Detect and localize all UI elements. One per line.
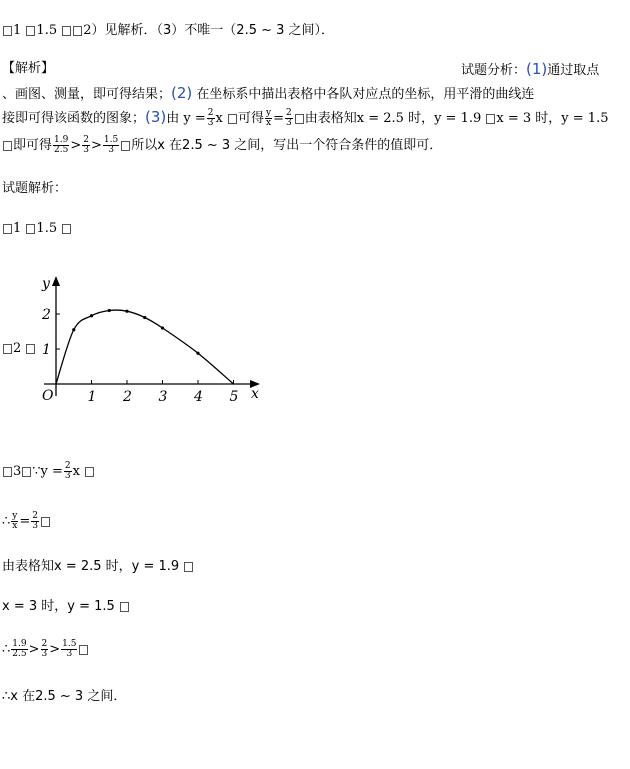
- x-tick-label: 2: [123, 389, 132, 405]
- x-axis-label: x: [251, 386, 259, 402]
- answer-1-value: 1.5: [36, 23, 58, 38]
- y-tick-label: 1: [42, 342, 51, 358]
- fraction-numerator: 2: [41, 639, 48, 649]
- fraction-denominator: 3: [32, 521, 39, 531]
- solution-3-number: 3: [13, 464, 22, 479]
- missing-glyph-icon: [62, 224, 71, 234]
- solution-line-7: ∴ $\frac{1.9}{2.5}$ > $\frac{2}{3}$ > $\frac{1.5}{3}$: [2, 640, 89, 659]
- fraction: [207, 109, 215, 128]
- y-tick-label: 2: [42, 307, 51, 323]
- fraction-numerator: 1.5: [62, 639, 77, 649]
- data-point: [90, 314, 93, 317]
- therefore-sign: ∴: [2, 642, 11, 657]
- origin-label: O: [42, 388, 54, 404]
- fraction-numerator: 2: [32, 511, 39, 521]
- analysis-l3-y: y =: [183, 111, 206, 126]
- x-tick-label: 1: [87, 389, 97, 405]
- solution-5-text: 由表格知x = 2.5 时，y = 1.9: [2, 559, 180, 574]
- fraction-denominator: 2.5: [12, 649, 27, 659]
- analysis-label-text: 【解析】: [2, 61, 55, 76]
- fraction-numerator: 1.9: [54, 135, 69, 145]
- fraction-numerator: y: [12, 511, 18, 521]
- equals-sign: =: [273, 111, 285, 126]
- x-tick-label: 3: [158, 389, 168, 405]
- missing-glyph-icon: [486, 114, 495, 124]
- fraction-denominator: x: [266, 118, 272, 128]
- missing-glyph-icon: [85, 467, 94, 477]
- solution-2-number: 2: [13, 341, 22, 356]
- analysis-l4b: 所以: [131, 138, 158, 153]
- data-point: [72, 328, 75, 331]
- x-tick-label: 4: [194, 389, 203, 405]
- fraction-numerator: 2: [286, 108, 292, 118]
- missing-glyph-icon: [3, 26, 12, 36]
- analysis-l3c: 可得: [238, 111, 265, 126]
- analysis-label-right: [461, 60, 599, 80]
- fraction-numerator: y: [266, 108, 272, 118]
- fraction-numerator: 2: [83, 135, 89, 145]
- analysis-l4c: x 在2.5 ~ 3 之间，写出一个符合条件的值即可．: [157, 138, 443, 153]
- fraction: [11, 512, 18, 531]
- data-point: [161, 326, 164, 329]
- data-point: [196, 352, 199, 355]
- y-axis-arrow-icon: [52, 276, 60, 286]
- analysis-l3b: 由: [166, 111, 180, 126]
- missing-glyph-icon: [228, 114, 237, 124]
- analysis-line-3: [2, 108, 608, 128]
- solution-line-8: ∴x 在2.5 ~ 3 之间．: [2, 689, 127, 704]
- fraction: [265, 109, 272, 128]
- function-graph: [36, 270, 276, 410]
- answer-2-number: 2: [83, 23, 92, 38]
- data-point: [108, 309, 111, 312]
- fraction: [41, 640, 49, 659]
- fraction: [64, 462, 72, 481]
- fraction-denominator: x: [12, 521, 18, 531]
- missing-glyph-icon: [120, 602, 129, 612]
- fraction: [82, 136, 90, 155]
- analysis-part-1-number: (1): [526, 60, 548, 78]
- analysis-line-2: [2, 84, 534, 104]
- fraction-denominator: 2.5: [54, 145, 69, 155]
- analysis-l3e: x = 2.5 时，y = 1.9: [356, 111, 482, 126]
- solution-3-x: x: [72, 464, 80, 479]
- solution-6-text: x = 3 时，y = 1.5: [2, 599, 115, 614]
- missing-glyph-icon: [26, 344, 35, 354]
- fraction: [31, 512, 39, 531]
- analysis-right-text: 试题分析：: [461, 63, 527, 78]
- missing-glyph-icon: [3, 224, 12, 234]
- missing-glyph-icon: [3, 467, 12, 477]
- missing-glyph-icon: [26, 224, 35, 234]
- missing-glyph-icon: [22, 467, 31, 477]
- fraction: [53, 136, 69, 155]
- fraction-denominator: 3: [207, 118, 214, 128]
- solution-line-6: [2, 598, 130, 616]
- fraction: [61, 640, 77, 659]
- analysis-l3a: 接即可得该函数的图象；: [2, 111, 146, 126]
- analysis-part-3-number: (3): [145, 108, 167, 126]
- fraction: [11, 640, 27, 659]
- missing-glyph-icon: [26, 26, 35, 36]
- missing-glyph-icon: [295, 114, 304, 124]
- missing-glyph-icon: [41, 517, 50, 527]
- answer-1-number: 1: [13, 23, 22, 38]
- missing-glyph-icon: [121, 141, 130, 151]
- answer-2-text: ）见解析．（3）不唯一（2.5 ~ 3 之间）．: [91, 23, 335, 38]
- solution-header: 试题解析：: [2, 181, 68, 196]
- fraction-denominator: 3: [83, 145, 89, 155]
- equals-sign: =: [19, 514, 31, 529]
- analysis-line-4: 即可得 $\frac{1.9}{2.5}$ > $\frac{2}{3}$ > $\frac{1.5}{3}$ 所以x 在2.5 ~ 3 之间，写出一个符合条件的值即可．: [2, 136, 442, 155]
- fraction-numerator: 2: [64, 461, 71, 471]
- missing-glyph-icon: [62, 26, 71, 36]
- therefore-sign: ∴: [2, 514, 11, 529]
- solution-line-5: [2, 558, 194, 576]
- missing-glyph-icon: [79, 645, 88, 655]
- solution-line-4: [2, 512, 51, 531]
- solution-line-1: [2, 220, 72, 238]
- fraction-numerator: 1.9: [12, 639, 27, 649]
- missing-glyph-icon: [184, 562, 193, 572]
- analysis-part-2-number: (2): [171, 84, 193, 102]
- analysis-l4a: 即可得: [13, 138, 53, 153]
- solution-line-3: [2, 462, 95, 481]
- data-point: [143, 316, 146, 319]
- fraction-denominator: 3: [108, 145, 114, 155]
- answers-line: [2, 22, 334, 40]
- fraction-denominator: 3: [66, 649, 73, 659]
- x-tick-label: 5: [229, 389, 239, 405]
- fraction-denominator: 3: [64, 471, 71, 481]
- analysis-l2a: 、画图、测量，即可得结果；: [2, 87, 172, 102]
- y-axis-label: y: [42, 276, 50, 292]
- fraction-numerator: 2: [207, 108, 214, 118]
- solution-1-number: 1: [13, 221, 22, 236]
- analysis-l3-x: x: [215, 111, 223, 126]
- analysis-l3f: x = 3 时，y = 1.5: [496, 111, 609, 126]
- analysis-part-1-text: 通过取点: [547, 63, 600, 78]
- fraction-denominator: 3: [286, 118, 292, 128]
- function-curve: [56, 310, 234, 384]
- analysis-label: [2, 60, 54, 78]
- analysis-l3d: 由表格知: [304, 111, 357, 126]
- data-point: [125, 310, 128, 313]
- fraction: [285, 109, 293, 128]
- missing-glyph-icon: [3, 141, 12, 151]
- solution-3-text: ∵y =: [32, 464, 63, 479]
- fraction-denominator: 3: [41, 649, 48, 659]
- analysis-l2b: 在坐标系中描出表格中各队对应点的坐标，用平滑的曲线连: [196, 87, 535, 102]
- missing-glyph-icon: [3, 344, 12, 354]
- solution-1-value: 1.5: [36, 221, 58, 236]
- fraction: [103, 136, 119, 155]
- missing-glyph-icon: [73, 26, 82, 36]
- solution-line-2: [2, 340, 36, 358]
- fraction-numerator: 1.5: [103, 135, 119, 145]
